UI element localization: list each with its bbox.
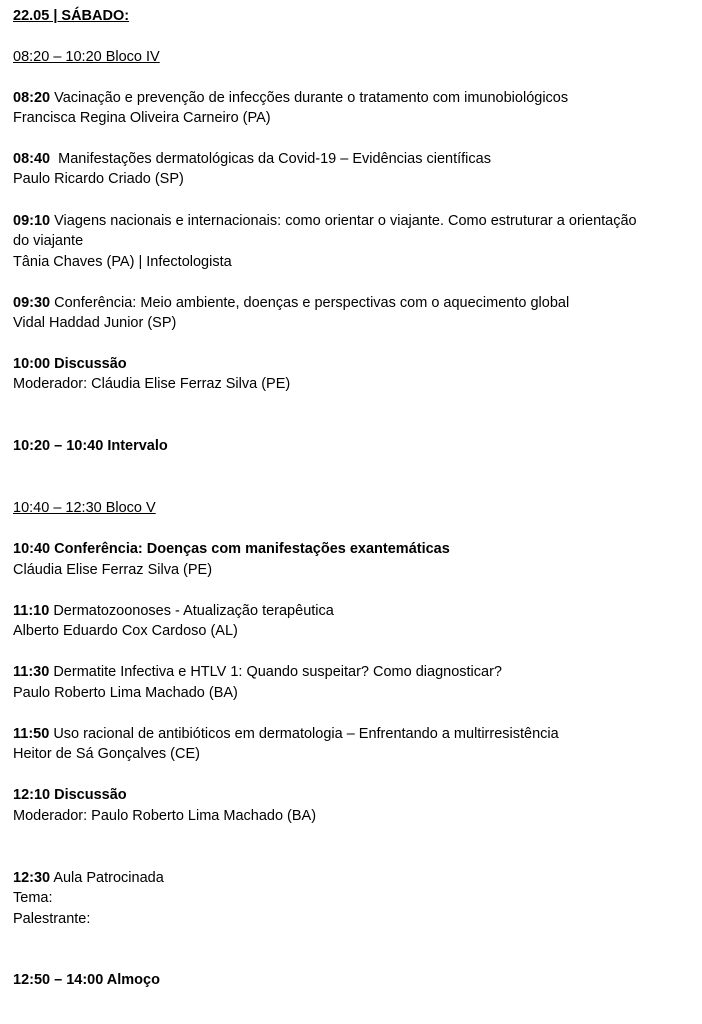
- talk-title: Dermatozoonoses - Atualização terapêutica: [49, 603, 334, 619]
- talk-time: 08:40: [13, 151, 51, 167]
- block-5-heading: 10:40 – 12:30 Bloco V: [13, 500, 156, 516]
- talk-0910: [13, 211, 688, 231]
- lunch: 12:50 – 14:00 Almoço: [13, 972, 160, 988]
- talk-title: Uso racional de antibióticos em dermatologia – Enfrentando a multirresistência: [49, 726, 559, 742]
- sponsored-session: [13, 868, 688, 888]
- talk-time: 09:30: [13, 295, 51, 311]
- tema-label: Tema:: [13, 890, 53, 906]
- talk-title: Dermatite Infectiva e HTLV 1: Quando suspeitar? Como diagnosticar?: [49, 664, 502, 680]
- talk-time: 10:40: [13, 541, 51, 557]
- talk-1150: [13, 724, 688, 744]
- talk-speaker: Paulo Ricardo Criado (SP): [13, 171, 184, 187]
- talk-time: 09:10: [13, 213, 51, 229]
- talk-0820: [13, 88, 688, 108]
- talk-time: 11:30: [13, 664, 50, 680]
- moderator: Moderador: Cláudia Elise Ferraz Silva (PE): [13, 376, 291, 392]
- talk-speaker: Francisca Regina Oliveira Carneiro (PA): [13, 110, 271, 126]
- talk-title: Conferência: Meio ambiente, doenças e perspectivas com o aquecimento global: [50, 295, 570, 311]
- talk-0930: [13, 293, 688, 313]
- talk-0840: [13, 149, 688, 169]
- palestrante-label: Palestrante:: [13, 911, 91, 927]
- talk-speaker: Tânia Chaves (PA) | Infectologista: [13, 254, 232, 270]
- talk-1110: [13, 601, 688, 621]
- talk-speaker: Alberto Eduardo Cox Cardoso (AL): [13, 623, 238, 639]
- talk-speaker: Heitor de Sá Gonçalves (CE): [13, 746, 200, 762]
- talk-speaker: Cláudia Elise Ferraz Silva (PE): [13, 562, 213, 578]
- talk-1040: [13, 539, 688, 559]
- talk-time: 08:20: [13, 90, 51, 106]
- talk-title: Manifestações dermatológicas da Covid-19 – Evidências científicas: [50, 151, 491, 167]
- discussion-label: 12:10 Discussão: [13, 787, 127, 803]
- interval: 10:20 – 10:40 Intervalo: [13, 438, 168, 454]
- discussion-label: 10:00 Discussão: [13, 356, 127, 372]
- talk-title: Conferência: Doenças com manifestações exantemáticas: [50, 541, 450, 557]
- talk-title-continued: do viajante: [13, 233, 84, 249]
- talk-title: Vacinação e prevenção de infecções durante o tratamento com imunobiológicos: [50, 90, 569, 106]
- moderator: Moderador: Paulo Roberto Lima Machado (BA): [13, 808, 317, 824]
- session-title: Aula Patrocinada: [50, 870, 164, 886]
- session-time: 12:30: [13, 870, 51, 886]
- talk-time: 11:50: [13, 726, 50, 742]
- talk-time: 11:10: [13, 603, 50, 619]
- block-4-heading: 08:20 – 10:20 Bloco IV: [13, 49, 160, 65]
- talk-speaker: Vidal Haddad Junior (SP): [13, 315, 177, 331]
- talk-title: Viagens nacionais e internacionais: como orientar o viajante. Como estruturar a orientação: [50, 213, 637, 229]
- day-header: 22.05 | SÁBADO:: [13, 8, 130, 24]
- talk-speaker: Paulo Roberto Lima Machado (BA): [13, 685, 238, 701]
- talk-1130: [13, 662, 688, 682]
